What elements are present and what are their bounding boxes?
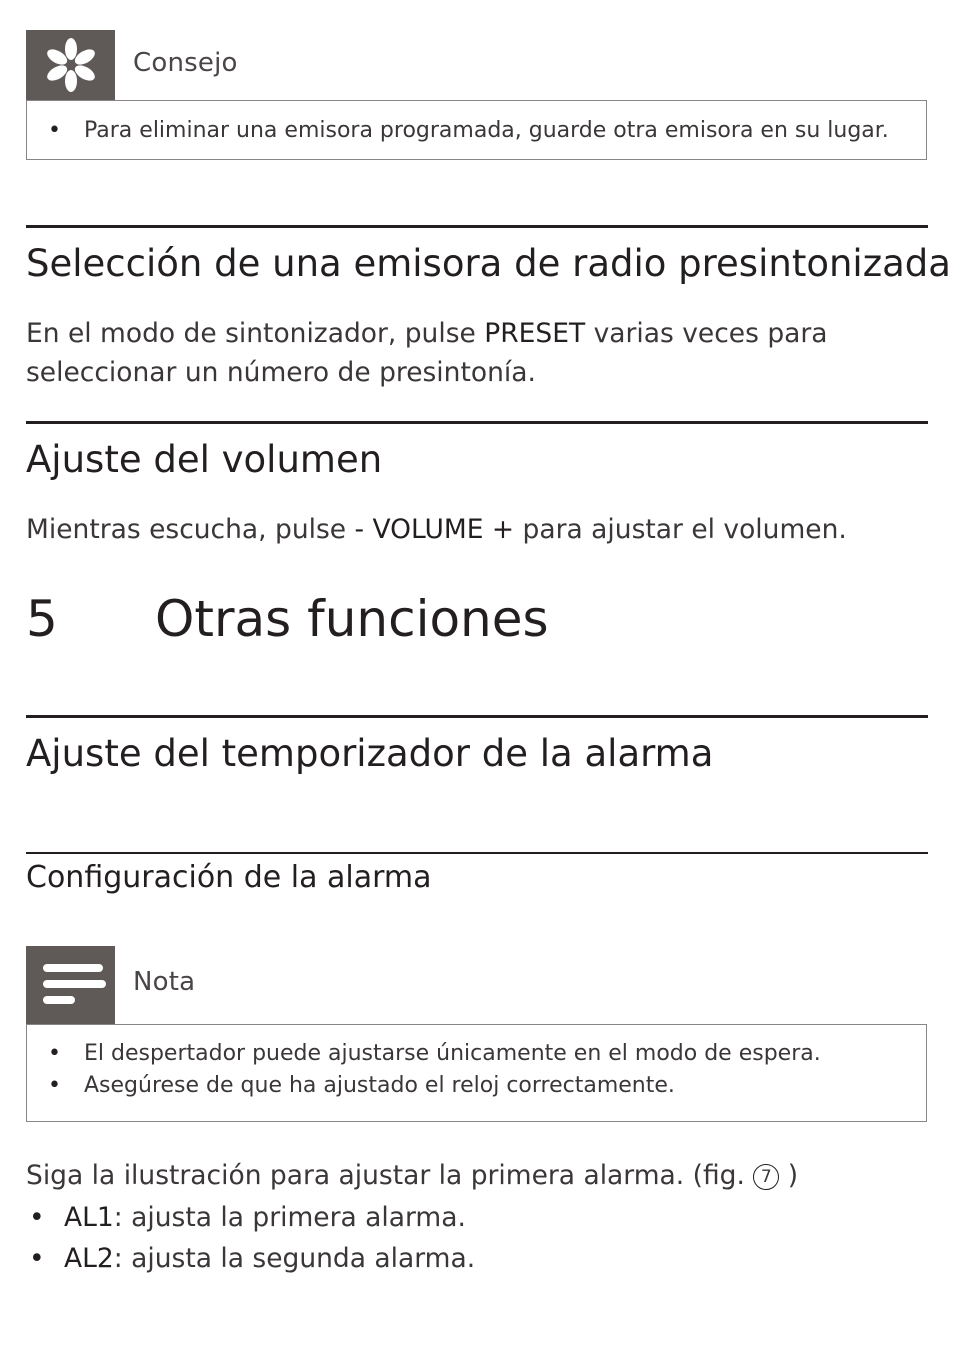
subsection-heading: Configuración de la alarma <box>26 860 432 895</box>
preset-paragraph: En el modo de sintonizador, pulse PRESET varias veces para seleccionar un número de presintonía. <box>26 318 828 388</box>
figure-number-badge: 7 <box>753 1164 779 1190</box>
list-item: • AL2: ajusta la segunda alarma. <box>26 1238 475 1279</box>
note-icon-block <box>26 946 115 1024</box>
alarm-instructions: Siga la ilustración para ajustar la primera alarma. (fig. 7 ) <box>26 1160 799 1191</box>
note-label: Nota <box>133 967 196 997</box>
tip-box <box>26 100 927 160</box>
alarm-keyword: AL2 <box>64 1243 114 1274</box>
preset-keyword: PRESET <box>484 318 586 349</box>
alarm-list <box>26 1197 475 1279</box>
tip-label: Consejo <box>133 48 238 78</box>
section-rule <box>26 225 928 228</box>
section-heading-preset: Selección de una emisora de radio presintonizada <box>26 242 951 285</box>
section-rule <box>26 715 928 718</box>
tip-icon-block <box>26 30 115 100</box>
subsection-rule <box>26 852 928 854</box>
section-heading-volume: Ajuste del volumen <box>26 438 383 481</box>
alarm-keyword: AL1 <box>64 1202 114 1233</box>
note-item: • El despertador puede ajustarse únicamente en el modo de espera. <box>27 1038 926 1070</box>
tip-item: • Para eliminar una emisora programada, guarde otra emisora en su lugar. <box>27 115 926 147</box>
chapter-number: 5 <box>26 590 58 648</box>
volume-keyword: - VOLUME + <box>354 514 515 545</box>
volume-paragraph: Mientras escucha, pulse - VOLUME + para ajustar el volumen. <box>26 514 847 545</box>
note-lines-icon <box>26 946 115 1024</box>
note-item: • Asegúrese de que ha ajustado el reloj correctamente. <box>27 1070 926 1102</box>
note-box <box>26 1024 927 1122</box>
list-item: • AL1: ajusta la primera alarma. <box>26 1197 475 1238</box>
section-heading-alarm: Ajuste del temporizador de la alarma <box>26 732 714 775</box>
asterisk-icon <box>26 30 115 100</box>
chapter-title: Otras funciones <box>155 590 549 648</box>
section-rule <box>26 421 928 424</box>
